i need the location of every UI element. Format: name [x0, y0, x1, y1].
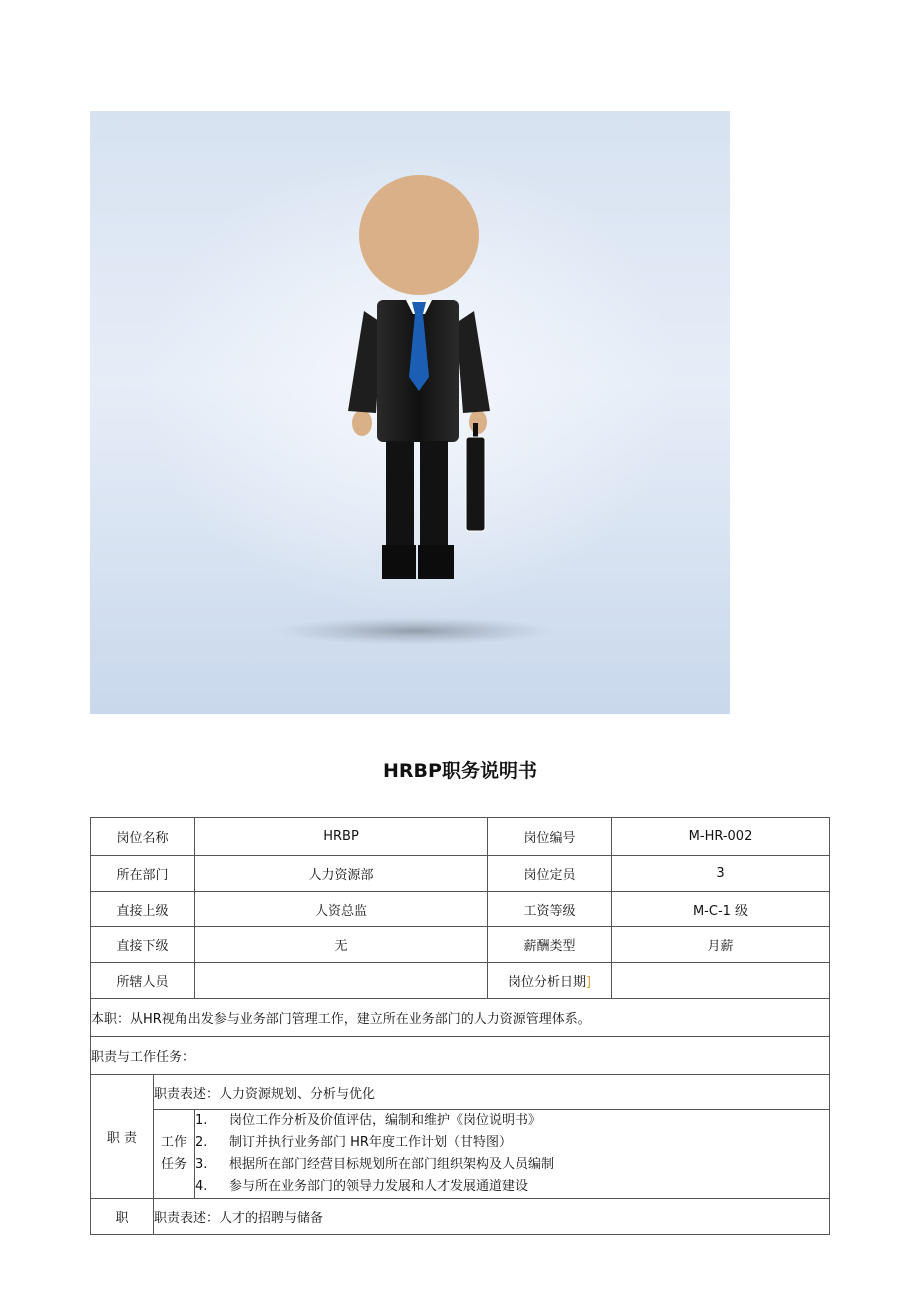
job-description-table: [90, 817, 830, 1235]
floor-shadow: [275, 617, 555, 645]
list-item: [195, 1154, 829, 1176]
duties-heading: 职责与工作任务：: [91, 1037, 830, 1075]
info-label: 所在部门: [91, 856, 195, 892]
duty-desc-row: [91, 1075, 830, 1110]
info-value: M-C-1 级: [612, 892, 830, 927]
info-row: [91, 963, 830, 999]
task-label: [154, 1110, 195, 1199]
info-label: 薪酬类型: [488, 927, 612, 963]
info-label: 岗位定员: [488, 856, 612, 892]
left-shoe: [382, 545, 416, 579]
task-number: 1.: [195, 1113, 208, 1128]
task-number: 3.: [195, 1157, 208, 1172]
info-value: M-HR-002: [612, 818, 830, 856]
bracket-mark: ]: [585, 975, 592, 990]
info-label-text: 岗位分析日期: [507, 975, 586, 990]
duty-desc-row: [91, 1199, 830, 1235]
duty-section-label: 职: [91, 1199, 154, 1235]
task-label-line: 工作: [161, 1135, 188, 1150]
task-text: 制订并执行业务部门 HR年度工作计划（甘特图）: [229, 1135, 512, 1150]
info-row: [91, 856, 830, 892]
info-label: [488, 963, 612, 999]
info-label: 岗位名称: [91, 818, 195, 856]
task-label-line: 任务: [161, 1157, 188, 1172]
duty-description: 职责表述：人力资源规划、分析与优化: [154, 1075, 830, 1110]
left-leg: [386, 441, 414, 547]
info-row: [91, 892, 830, 927]
summary-row: [91, 999, 830, 1037]
info-label: 直接下级: [91, 927, 195, 963]
job-summary: 本职：从HR视角出发参与业务部门管理工作，建立所在业务部门的人力资源管理体系。: [91, 999, 830, 1037]
right-leg: [420, 441, 448, 547]
info-value: 月薪: [612, 927, 830, 963]
duty-section-label: 职 责: [91, 1075, 154, 1199]
left-arm: [348, 311, 382, 413]
duty-description: 职责表述：人才的招聘与储备: [154, 1199, 830, 1235]
businessman-figure: [90, 111, 730, 714]
info-row: [91, 818, 830, 856]
info-row: [91, 927, 830, 963]
info-label: 所辖人员: [91, 963, 195, 999]
info-label: 工资等级: [488, 892, 612, 927]
right-shoe: [418, 545, 454, 579]
task-number: 2.: [195, 1135, 208, 1150]
info-label: 直接上级: [91, 892, 195, 927]
head: [359, 175, 479, 295]
briefcase: [466, 437, 485, 531]
task-list: [195, 1110, 829, 1198]
document-title: HRBP职务说明书: [383, 760, 537, 782]
task-number: 4.: [195, 1179, 208, 1194]
info-value: [612, 963, 830, 999]
info-value: 无: [195, 927, 488, 963]
info-value: HRBP: [195, 818, 488, 856]
right-arm: [456, 311, 490, 413]
task-text: 参与所在业务部门的领导力发展和人才发展通道建设: [229, 1179, 529, 1194]
task-text: 岗位工作分析及价值评估，编制和维护《岗位说明书》: [229, 1113, 542, 1128]
task-list-cell: [195, 1110, 830, 1199]
task-text: 根据所在部门经营目标规划所在部门组织架构及人员编制: [229, 1157, 555, 1172]
duties-heading-row: [91, 1037, 830, 1075]
left-hand: [352, 410, 372, 436]
info-value: 3: [612, 856, 830, 892]
list-item: [195, 1176, 829, 1198]
list-item: [195, 1110, 829, 1132]
businessman-illustration: [90, 111, 730, 714]
info-label: 岗位编号: [488, 818, 612, 856]
list-item: [195, 1132, 829, 1154]
duty-tasks-row: [91, 1110, 830, 1199]
info-value: [195, 963, 488, 999]
info-value: 人力资源部: [195, 856, 488, 892]
info-value: 人资总监: [195, 892, 488, 927]
